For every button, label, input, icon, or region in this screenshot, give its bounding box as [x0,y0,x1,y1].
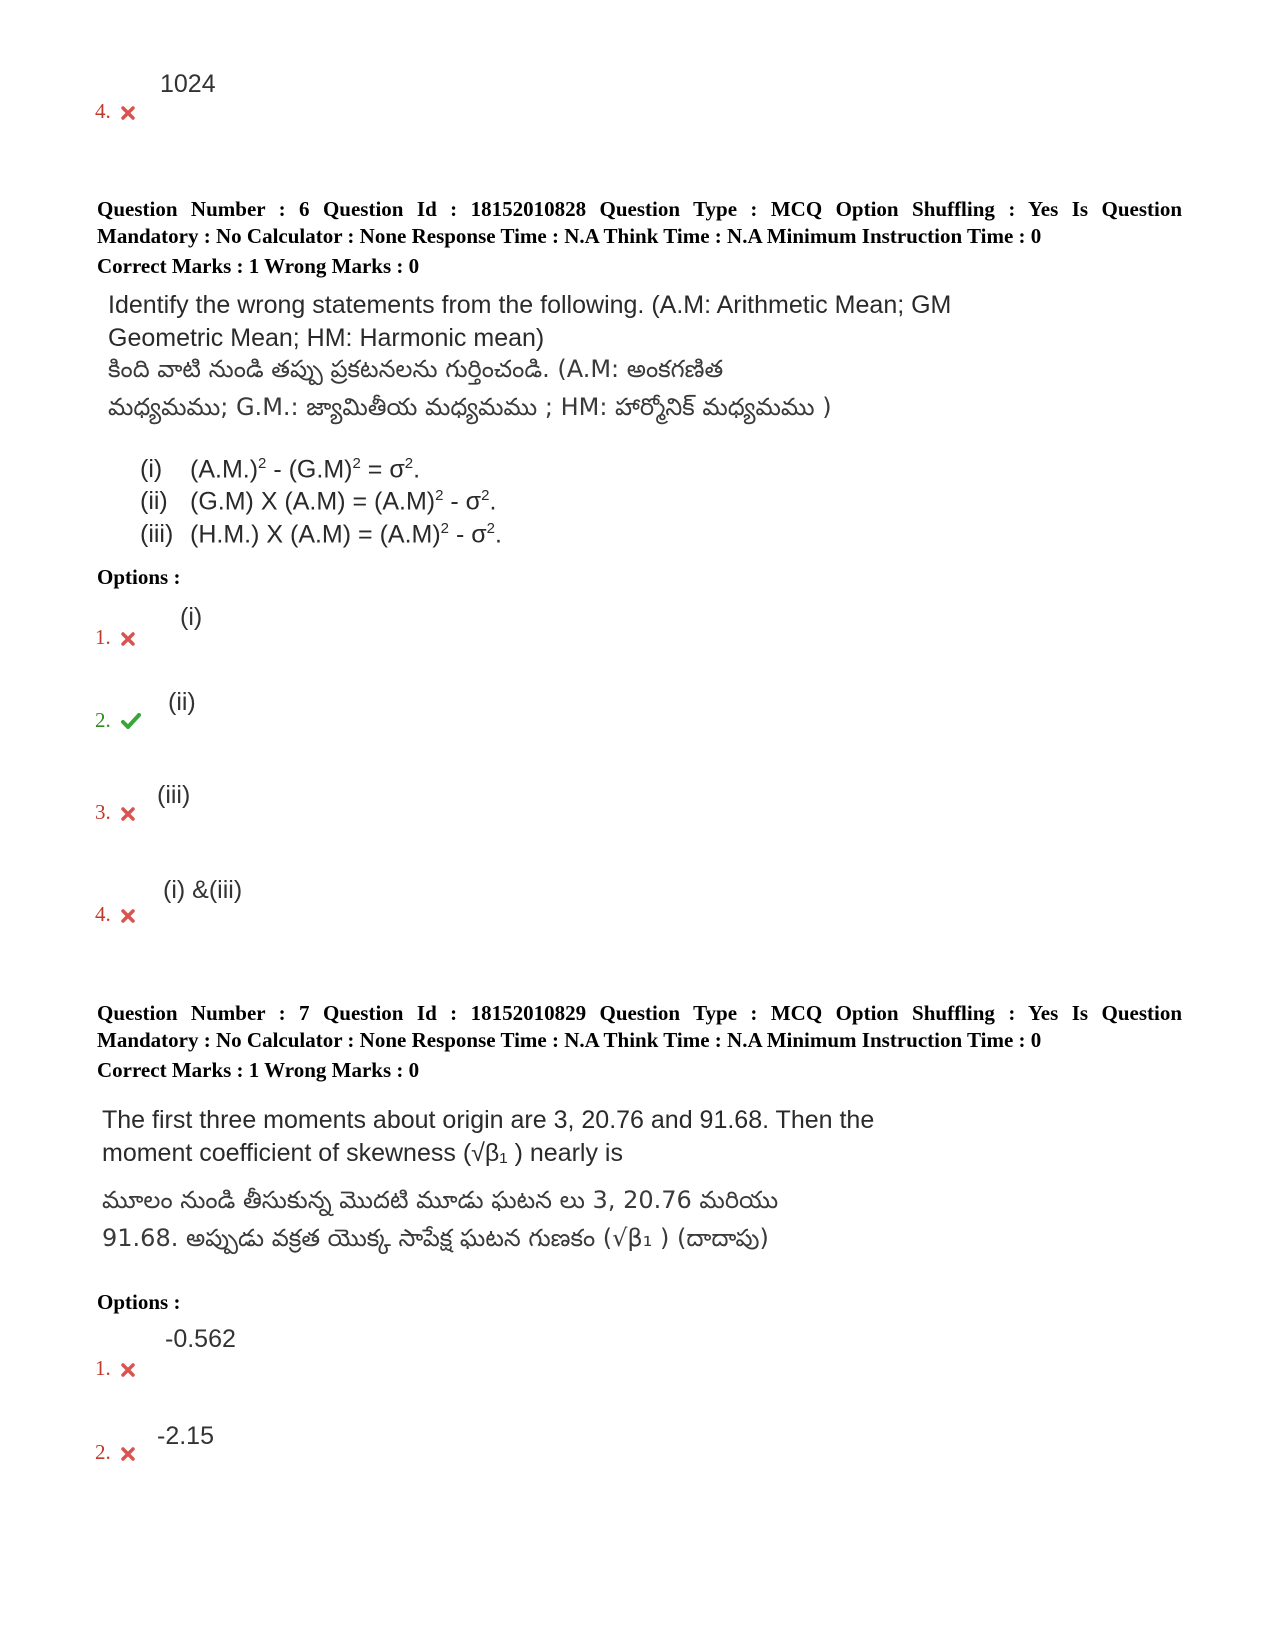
question-7-options-label: Options : [97,1290,181,1314]
statement-part: - σ [443,487,482,516]
cross-icon [121,1447,135,1461]
statement-part: . [495,520,502,549]
text-line: moment coefficient of skewness (√β₁ ) nearly is [102,1139,623,1167]
cross-icon [121,632,135,646]
question-7-text-telugu-1: మూలం నుండి తీసుకున్న మొదటి మూడు ఘటన లు 3, 20.76 మరియు [102,1186,779,1214]
q6-option-3-text: (iii) [157,781,191,809]
option-number: 4. [95,902,111,926]
q6-option-2-text: (ii) [168,688,196,716]
meta-line: Question Number : 6 Question Id : 18152010828 Question Type : MCQ Option Shuffling : Yes Is Question [97,197,1182,221]
statement-part: (H.M.) X (A.M) = (A.M) [190,520,441,549]
cross-icon [121,106,135,120]
question-6-marks: Correct Marks : 1 Wrong Marks : 0 [97,254,420,278]
question-6-meta [97,196,1182,250]
statement-part: . [413,455,421,484]
q6-option-1[interactable] [95,625,135,650]
statement-part: - (G.M) [266,455,353,484]
question-7-text-telugu-2: 91.68. అప్పుడు వక్రత యొక్క సాపేక్ష ఘటన గుణకం (√β₁ ) (దాదాపు) [102,1224,769,1252]
cross-icon [121,909,135,923]
meta-line: Question Number : 7 Question Id : 18152010829 Question Type : MCQ Option Shuffling : Yes Is Question [97,1001,1182,1025]
q6-option-2[interactable] [95,708,141,733]
option-number: 1. [95,625,111,649]
statement-part: (A.M.) [190,455,259,484]
question-6-text-telugu-2: మధ్యమము; G.M.: జ్యామితీయ మధ్యమము ; HM: హార్మోనిక్ మధ్యమము ) [108,393,832,421]
q7-option-1-text: -0.562 [165,1325,236,1353]
text-line: Identify the wrong statements from the following. (A.M: Arithmetic Mean; GM [108,291,952,319]
option-number: 2. [95,1440,111,1464]
meta-line: Mandatory : No Calculator : None Response Time : N.A Think Time : N.A Minimum Instruction Time : 0 [97,224,1042,248]
question-7-meta [97,1000,1182,1054]
text-line: The first three moments about origin are 3, 20.76 and 91.68. Then the [102,1106,875,1134]
statement-number: (iii) [140,520,174,549]
q6-option-4[interactable] [95,902,135,927]
q7-option-2[interactable] [95,1440,135,1465]
meta-line: Mandatory : No Calculator : None Response Time : N.A Think Time : N.A Minimum Instruction Time : 0 [97,1028,1042,1052]
statement-part: . [489,487,497,516]
statement-part: - σ [449,520,487,549]
question-6-text-telugu-1: కింది వాటి నుండి తప్పు ప్రకటనలను గుర్తించండి. (A.M: అంకగణిత [108,355,724,383]
statement-iii: (iii) (H.M.) X $(A.M) = (A.M)^2 - \sigma^2$. [140,520,502,549]
prev-option-4-text: 1024 [160,70,216,98]
question-7-marks: Correct Marks : 1 Wrong Marks : 0 [97,1058,420,1082]
q7-option-2-text: -2.15 [157,1422,214,1450]
text-line: Geometric Mean; HM: Harmonic mean) [108,324,545,352]
question-6-text-english [108,289,951,355]
option-number: 2. [95,708,111,732]
question-7-text-english [102,1104,874,1170]
statement-number: (ii) [140,487,168,516]
option-number: 4. [95,99,111,123]
cross-icon [121,1363,135,1377]
statement-ii: (ii) (G.M) X $(A.M) = (A.M)^2 - \sigma^2$. [140,487,497,516]
statement-number: (i) [140,455,163,484]
option-number: 3. [95,800,111,824]
q6-option-3[interactable] [95,800,135,825]
q7-option-1[interactable] [95,1356,135,1381]
statement-part: = σ [360,455,405,484]
q6-option-4-text: (i) &(iii) [163,876,243,904]
question-6-options-label: Options : [97,565,181,589]
statement-i: (i) $(A.M.)^2 - (G.M)^2 = \sigma^2$. [140,455,421,484]
check-icon [121,713,141,729]
option-number: 1. [95,1356,111,1380]
statement-part: (G.M) X (A.M) = (A.M) [190,487,436,516]
q6-option-1-text: (i) [180,603,203,631]
prev-option-4 [95,99,135,124]
cross-icon [121,807,135,821]
